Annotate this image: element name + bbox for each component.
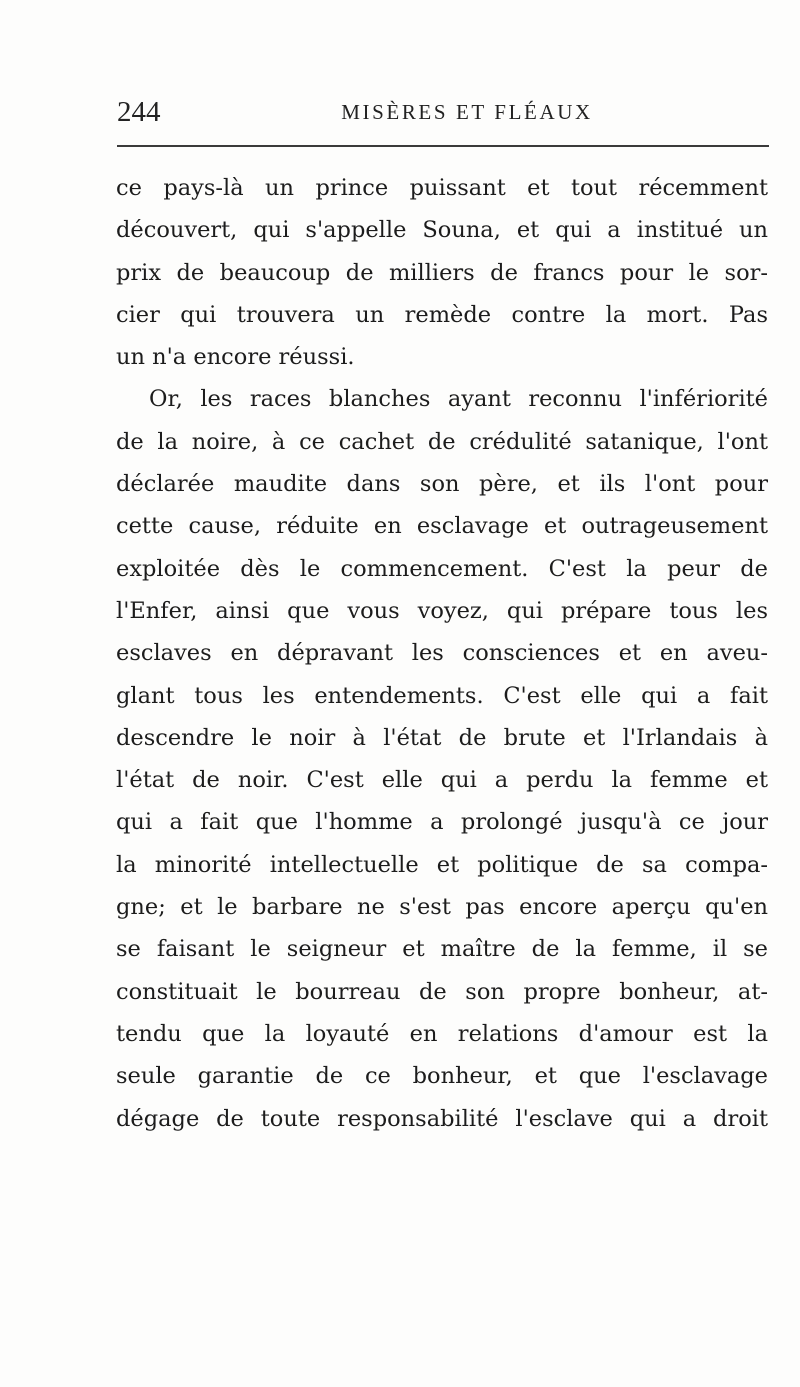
text-line: de la noire, à ce cachet de crédulité satanique, l'ont [116,428,768,455]
text-line: l'Enfer, ainsi que vous voyez, qui prépare tous les [116,597,768,624]
text-line: dégage de toute responsabilité l'esclave qui a droit [116,1105,768,1132]
text-line: seule garantie de ce bonheur, et que l'esclavage [116,1063,768,1090]
text-line: descendre le noir à l'état de brute et l'Irlandais à [116,724,768,751]
text-line: Or, les races blanches ayant reconnu l'infériorité [149,386,768,413]
text-line: déclarée maudite dans son père, et ils l'ont pour [116,471,768,498]
text-line: cier qui trouvera un remède contre la mort. Pas [116,301,768,328]
text-line: qui a fait que l'homme a prolongé jusqu'à ce jour [116,809,768,836]
text-line: prix de beaucoup de milliers de francs pour le sor- [116,259,768,286]
text-line: ce pays-là un prince puissant et tout récemment [116,175,768,201]
running-title: MISÈRES ET FLÉAUX [341,100,593,124]
body-text [116,167,768,1140]
text-line: découvert, qui s'appelle Souna, et qui a institué un [116,217,768,244]
text-line: se faisant le seigneur et maître de la femme, il se [116,936,768,963]
text-line: cette cause, réduite en esclavage et outrageusement [116,513,768,540]
text-line: constituait le bourreau de son propre bonheur, at- [116,978,768,1005]
text-line: gne; et le barbare ne s'est pas encore aperçu qu'en [116,894,768,921]
text-line: esclaves en dépravant les consciences et en aveu- [116,640,768,667]
text-line: l'état de noir. C'est elle qui a perdu la femme et [116,767,768,794]
text-line: la minorité intellectuelle et politique de sa compa- [116,851,768,878]
page-header [117,94,767,130]
text-line: glant tous les entendements. C'est elle qui a fait [116,682,768,709]
text-line: tendu que la loyauté en relations d'amour est la [116,1020,768,1047]
text-line: exploitée dès le commencement. C'est la peur de [116,555,768,582]
page-number: 244 [117,96,161,128]
text-line: un n'a encore réussi. [116,344,355,371]
header-rule [117,145,769,147]
